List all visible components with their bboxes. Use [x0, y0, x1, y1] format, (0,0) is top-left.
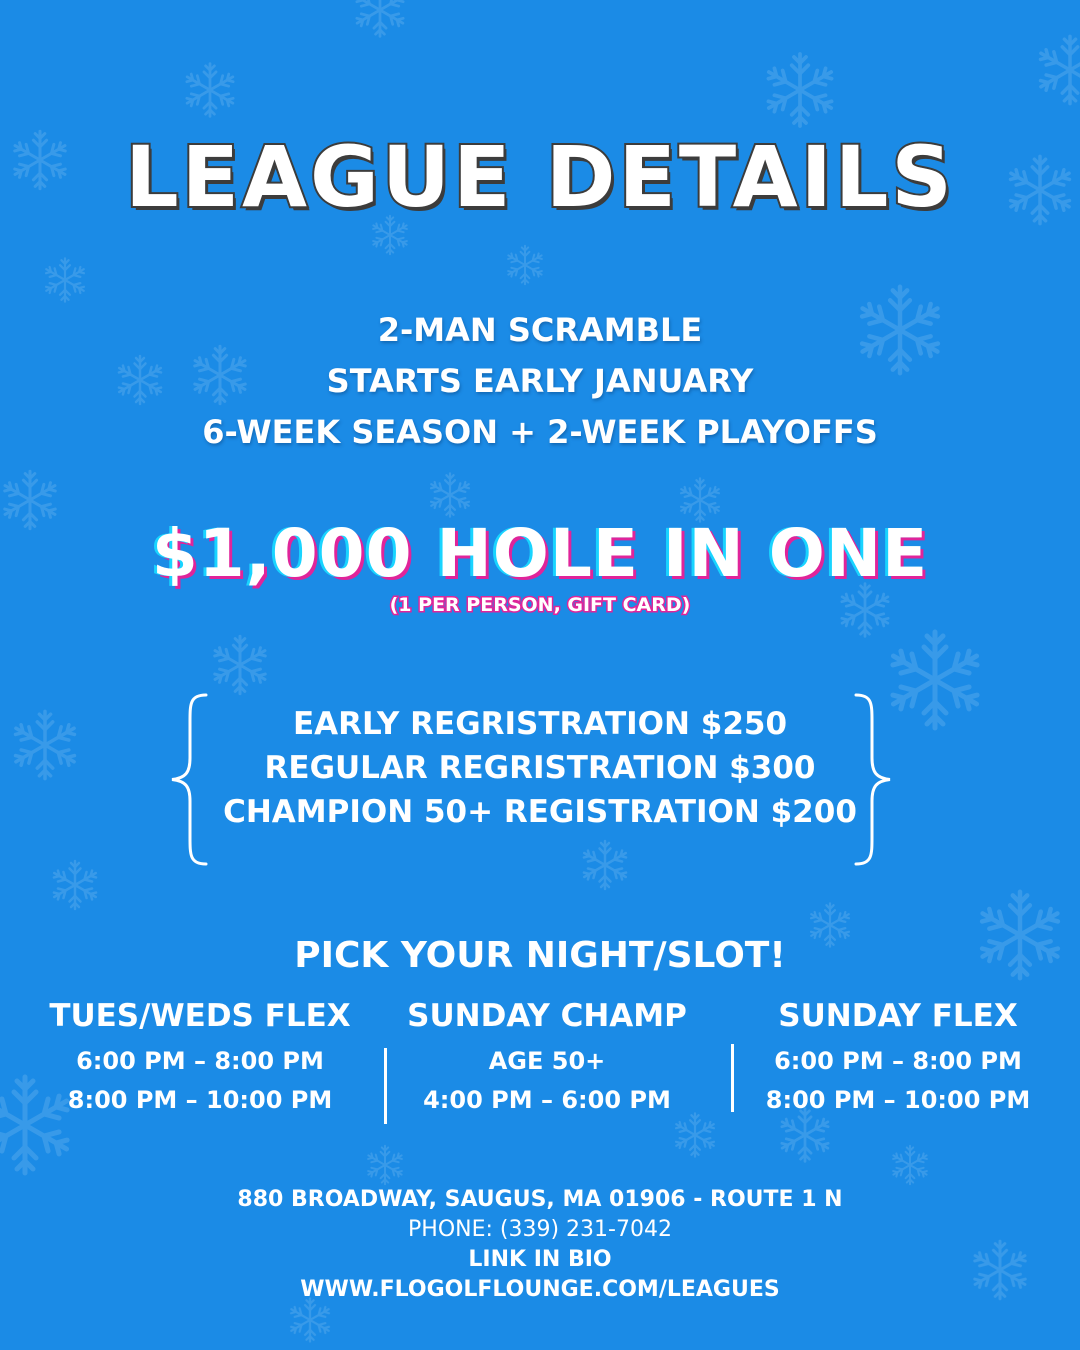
league-season: 6-WEEK SEASON + 2-WEEK PLAYOFFS	[202, 413, 878, 451]
column-divider	[731, 1044, 734, 1112]
column-divider	[384, 1048, 387, 1124]
slot-time: 4:00 PM – 6:00 PM	[423, 1086, 671, 1114]
slot-time: 6:00 PM – 8:00 PM	[76, 1047, 324, 1075]
slot-time: 8:00 PM – 10:00 PM	[67, 1086, 333, 1114]
registration-champion: CHAMPION 50+ REGISTRATION $200	[223, 794, 857, 830]
slot-column-sunday-flex	[748, 998, 1048, 1120]
website-link[interactable]: WWW.FLOGOLFLOUNGE.COM/LEAGUES	[300, 1277, 780, 1302]
league-info	[0, 305, 1080, 458]
slot-column-tues-weds-flex	[30, 998, 370, 1120]
league-format: 2-MAN SCRAMBLE	[377, 311, 703, 349]
registration-prices	[0, 702, 1080, 834]
contact-footer	[0, 1185, 1080, 1305]
league-start: STARTS EARLY JANUARY	[326, 362, 754, 400]
slot-age: AGE 50+	[488, 1047, 606, 1075]
slot-column-name: TUES/WEDS FLEX	[49, 998, 351, 1034]
registration-early: EARLY REGRISTRATION $250	[292, 706, 788, 742]
slot-column-name: SUNDAY CHAMP	[407, 998, 687, 1034]
slots-heading: PICK YOUR NIGHT/SLOT!	[294, 935, 786, 976]
phone-text: PHONE: (339) 231-7042	[408, 1217, 672, 1242]
hole-in-one-note: (1 PER PERSON, GIFT CARD)	[389, 594, 691, 616]
link-in-bio-text: LINK IN BIO	[468, 1247, 612, 1272]
slot-time: 6:00 PM – 8:00 PM	[774, 1047, 1022, 1075]
registration-regular: REGULAR REGRISTRATION $300	[264, 750, 816, 786]
page-title: LEAGUE DETAILS	[125, 128, 955, 226]
address-text: 880 BROADWAY, SAUGUS, MA 01906 - ROUTE 1 N	[237, 1187, 843, 1212]
slot-column-name: SUNDAY FLEX	[778, 998, 1018, 1034]
hole-in-one-headline: $1,000 HOLE IN ONE	[151, 515, 929, 592]
slot-column-sunday-champ	[392, 998, 702, 1120]
slot-time: 8:00 PM – 10:00 PM	[765, 1086, 1031, 1114]
